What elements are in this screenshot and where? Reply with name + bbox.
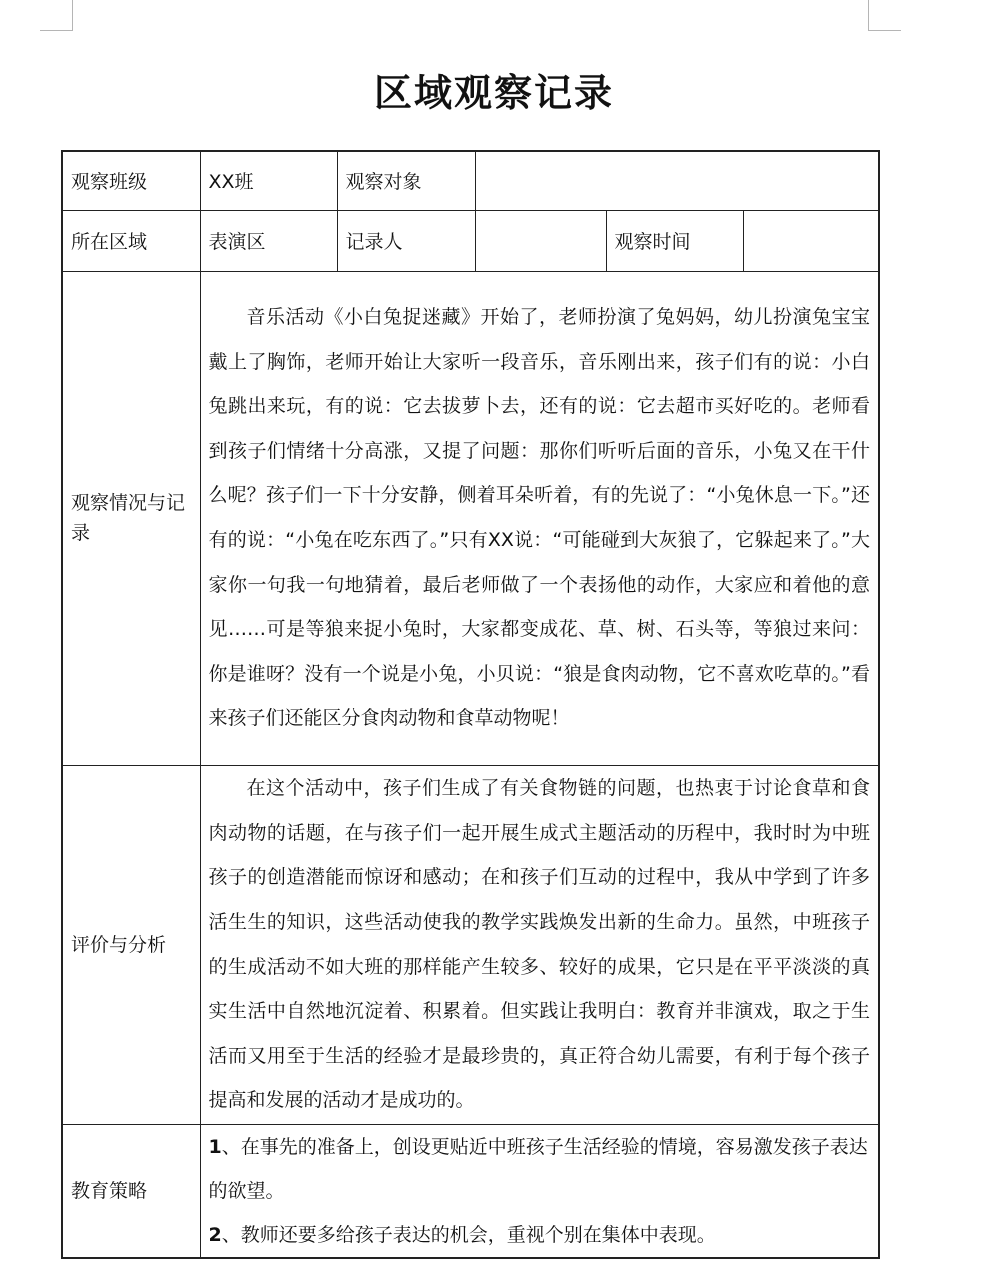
table-row-observation [62, 271, 879, 765]
strategy-item: 2、教师还要多给孩子表达的机会，重视个别在集体中表现。 [208, 1223, 716, 1246]
observation-label: 观察情况与记录 [62, 271, 200, 765]
evaluation-text: 在这个活动中，孩子们生成了有关食物链的问题，也热衷于讨论食草和食肉动物的话题，在与孩子们一起开展生成式主题活动的历程中，我时时为中班孩子的创造潜能而惊讶和感动；在和孩子们互动的过程中，我从中学到了许多活生生的知识，这些活动使我的教学实践焕发出新的生命力。虽然，中班孩子的生成活动不如大班的那样能产生较多、较好的成果，它只是在平平淡淡的真实生活中自然地沉淀着、积累着。但实践让我明白：教育并非演戏，取之于生活而又用至于生活的经验才是最珍贵的，真正符合幼儿需要，有利于每个孩子提高和发展的活动才是成功的。 [208, 777, 871, 1112]
table-row-area [62, 210, 879, 271]
table-row-evaluation [62, 765, 879, 1124]
area-value: 表演区 [200, 210, 337, 271]
recorder-label: 记录人 [337, 210, 475, 271]
strategy-list [200, 1124, 879, 1258]
class-label: 观察班级 [62, 151, 200, 210]
subject-value [475, 151, 879, 210]
area-label: 所在区域 [62, 210, 200, 271]
time-label: 观察时间 [606, 210, 743, 271]
table-row-strategy [62, 1124, 879, 1258]
page-title: 区域观察记录 [373, 70, 614, 115]
strategy-label: 教育策略 [62, 1124, 200, 1258]
recorder-value [475, 210, 606, 271]
table-row-class [62, 151, 879, 210]
observation-text: 音乐活动《小白兔捉迷藏》开始了，老师扮演了兔妈妈，幼儿扮演兔宝宝戴上了胸饰，老师开始让大家听一段音乐，音乐刚出来，孩子们有的说：小白兔跳出来玩，有的说：它去拔萝卜去，还有的说：它去超市买好吃的。老师看到孩子们情绪十分高涨，又提了问题：那你们听听后面的音乐，小兔又在干什么呢？孩子们一下十分安静，侧着耳朵听着，有的先说了：“小兔休息一下。”还有的说：“小兔在吃东西了。”只有XX说：“可能碰到大灰狼了，它躲起来了。”大家你一句我一句地猜着，最后老师做了一个表扬他的动作，大家应和着他的意见……可是等狼来捉小兔时，大家都变成花、草、树、石头等，等狼过来问：你是谁呀？没有一个说是小兔，小贝说：“狼是食肉动物，它不喜欢吃草的。”看来孩子们还能区分食肉动物和食草动物呢！ [208, 306, 871, 730]
evaluation-label: 评价与分析 [62, 765, 200, 1124]
class-value: XX班 [200, 151, 337, 210]
subject-label: 观察对象 [337, 151, 475, 210]
strategy-item: 1、在事先的准备上，创设更贴近中班孩子生活经验的情境，容易激发孩子表达的欲望。 [208, 1135, 868, 1202]
observation-record-table [61, 150, 880, 1259]
time-value [743, 210, 879, 271]
